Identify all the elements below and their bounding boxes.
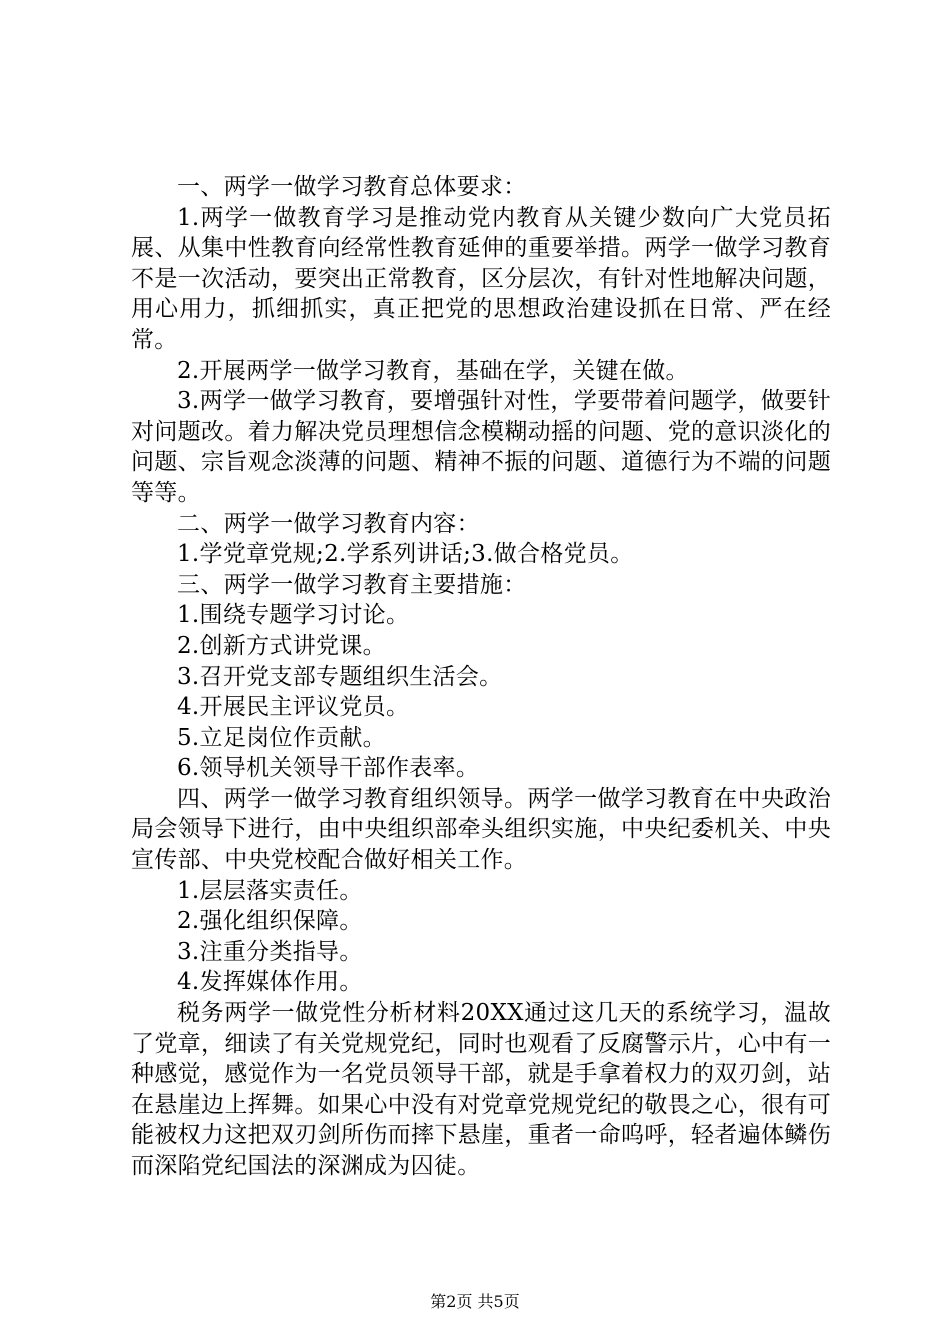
paragraph-item: 4.发挥媒体作用。: [177, 969, 363, 996]
paragraph-item: 1.学党章党规;2.学系列讲话;3.做合格党员。: [177, 541, 634, 568]
page-number-footer: 第2页 共5页: [430, 1292, 520, 1311]
paragraph-item: 2.创新方式讲党课。: [177, 632, 386, 659]
paragraph-section-4: 四、两学一做学习教育组织领导。两学一做学习教育在中央政治局会领导下进行，由中央组织部牵头组织实施，中央纪委机关、中央宣传部、中央党校配合做好相关工作。: [131, 785, 831, 874]
paragraph-item: 1.层层落实责任。: [177, 877, 363, 904]
paragraph-section-1-heading: 一、两学一做学习教育总体要求：: [177, 174, 527, 200]
paragraph-item: 5.立足岗位作贡献。: [177, 724, 386, 751]
paragraph-item: 2.开展两学一做学习教育，基础在学，关键在做。: [177, 357, 689, 384]
paragraph-section-2-heading: 二、两学一做学习教育内容：: [177, 510, 480, 537]
paragraph-section-3-heading: 三、两学一做学习教育主要措施：: [177, 571, 527, 598]
paragraph-item: 6.领导机关领导干部作表率。: [177, 755, 480, 782]
paragraph-item: 1.围绕专题学习讨论。: [177, 602, 410, 629]
paragraph-item: 3.两学一做学习教育，要增强针对性，学要带着问题学，做要针对问题改。着力解决党员理想信念模糊动摇的问题、党的意识淡化的问题、宗旨观念淡薄的问题、精神不振的问题、道德行为不端的问题等等。: [131, 388, 831, 506]
paragraph-item: 3.注重分类指导。: [177, 938, 363, 965]
paragraph-item: 4.开展民主评议党员。: [177, 694, 410, 721]
paragraph-item: 3.召开党支部专题组织生活会。: [177, 663, 503, 690]
document-body: [131, 172, 831, 1182]
paragraph-item: 1.两学一做教育学习是推动党内教育从关键少数向广大党员拓展、从集中性教育向经常性教育延伸的重要举措。两学一做学习教育不是一次活动，要突出正常教育，区分层次，有针对性地解决问题，用心用力，抓细抓实，真正把党的思想政治建设抓在日常、严在经常。: [131, 204, 831, 353]
paragraph-analysis: 税务两学一做党性分析材料20XX通过这几天的系统学习，温故了党章，细读了有关党规党纪，同时也观看了反腐警示片，心中有一种感觉，感觉作为一名党员领导干部，就是手拿着权力的双刃剑，站在悬崖边上挥舞。如果心中没有对党章党规党纪的敬畏之心，很有可能被权力这把双刃剑所伤而摔下悬崖，重者一命呜呼，轻者遍体鳞伤而深陷党纪国法的深渊成为囚徒。: [131, 1000, 831, 1179]
paragraph-item: 2.强化组织保障。: [177, 908, 363, 935]
